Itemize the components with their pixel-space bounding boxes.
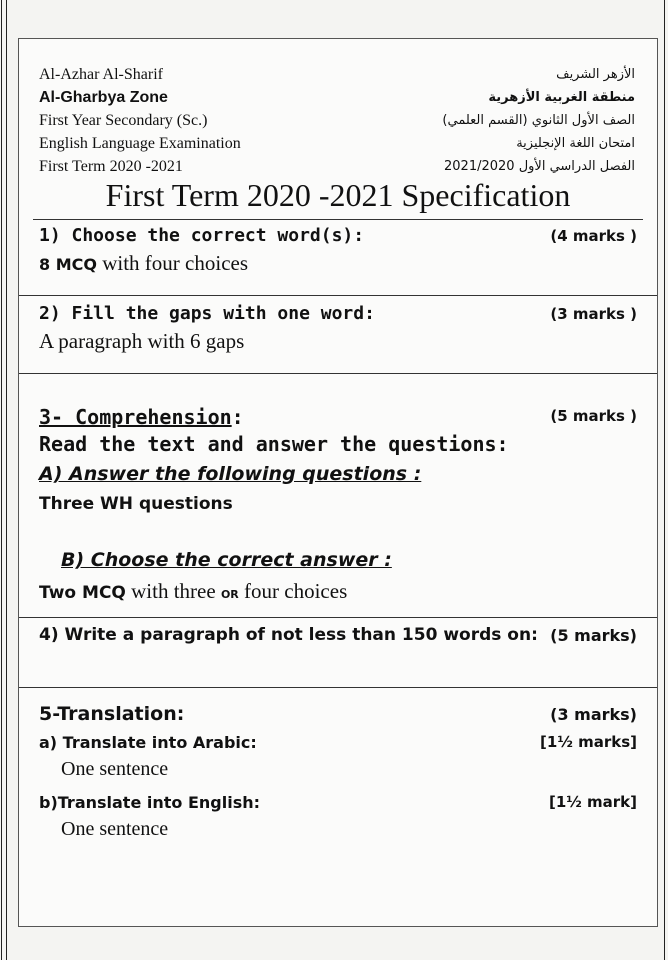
divider xyxy=(19,617,657,618)
left-margin-line-2 xyxy=(6,0,7,960)
section-3-b-detail-rest: four choices xyxy=(238,579,348,603)
section-1-detail-bold: 8 MCQ xyxy=(39,255,97,274)
header-ar-line-5: الفصل الدراسي الأول 2021/2020 xyxy=(444,159,635,174)
section-3-heading xyxy=(39,405,244,429)
section-5-a-heading: a) Translate into Arabic: xyxy=(39,733,257,752)
header-line-5: First Term 2020 -2021 xyxy=(39,158,183,175)
section-3-b-detail xyxy=(39,579,347,604)
section-3-heading-text: 3- Comprehension xyxy=(39,405,232,429)
section-5-a-marks: [1½ marks] xyxy=(540,733,637,751)
header-ar-line-2: منطقة الغربية الأزهرية xyxy=(488,90,635,105)
section-5 xyxy=(39,703,637,853)
page-title: First Term 2020 -2021 Specification xyxy=(105,177,571,213)
section-4 xyxy=(39,625,637,665)
section-5-b-detail: One sentence xyxy=(61,818,169,840)
left-margin-line xyxy=(1,0,2,960)
section-5-b-marks: [1½ mark] xyxy=(548,793,637,811)
section-5-heading: 5-Translation: xyxy=(39,703,185,725)
section-3-b-detail-bold: Two MCQ xyxy=(39,583,126,603)
section-3-a-heading: A) Answer the following questions : xyxy=(39,463,422,485)
section-3-a-detail: Three WH questions xyxy=(39,494,233,514)
section-1-detail-rest: with four choices xyxy=(96,251,249,275)
header-line-2: Al-Gharbya Zone xyxy=(39,89,168,106)
section-3-b-heading: B) Choose the correct answer : xyxy=(61,549,392,571)
section-1-marks: (4 marks ) xyxy=(550,227,637,245)
section-3-heading-colon: : xyxy=(231,405,244,429)
section-5-marks: (3 marks) xyxy=(550,705,637,724)
section-3 xyxy=(39,405,637,625)
header-ar-line-1: الأزهر الشريف xyxy=(556,67,635,82)
divider xyxy=(19,373,657,374)
section-5-a-detail: One sentence xyxy=(61,758,169,780)
divider xyxy=(19,295,657,296)
header-ar-line-4: امتحان اللغة الإنجليزية xyxy=(516,136,635,151)
section-2-heading: 2) Fill the gaps with one word: xyxy=(39,303,375,324)
section-3-b-detail-or: or xyxy=(220,584,239,602)
section-1-detail xyxy=(39,251,248,276)
header-ar-line-3: الصف الأول الثانوي (القسم العلمي) xyxy=(442,113,635,128)
section-1 xyxy=(39,225,637,295)
header-line-1: Al-Azhar Al-Sharif xyxy=(39,66,163,83)
exam-specification-page xyxy=(18,38,658,927)
section-3-instruction: Read the text and answer the questions: xyxy=(39,432,509,456)
header-line-3: First Year Secondary (Sc.) xyxy=(39,112,208,129)
divider xyxy=(33,219,643,220)
section-4-marks: (5 marks) xyxy=(550,626,637,645)
section-2 xyxy=(39,303,637,373)
header-english xyxy=(39,63,241,178)
section-2-marks: (3 marks ) xyxy=(550,305,637,323)
header-arabic xyxy=(442,63,635,178)
section-4-heading: 4) Write a paragraph of not less than 150 words on: xyxy=(39,625,538,645)
divider xyxy=(19,687,657,688)
header-line-4: English Language Examination xyxy=(39,135,241,152)
right-margin-line xyxy=(664,0,665,960)
section-1-heading: 1) Choose the correct word(s): xyxy=(39,225,365,246)
section-5-b-heading: b)Translate into English: xyxy=(39,793,261,812)
section-3-b-detail-mid: with three xyxy=(125,579,221,603)
section-2-detail: A paragraph with 6 gaps xyxy=(39,329,245,353)
section-3-marks: (5 marks ) xyxy=(550,407,637,425)
